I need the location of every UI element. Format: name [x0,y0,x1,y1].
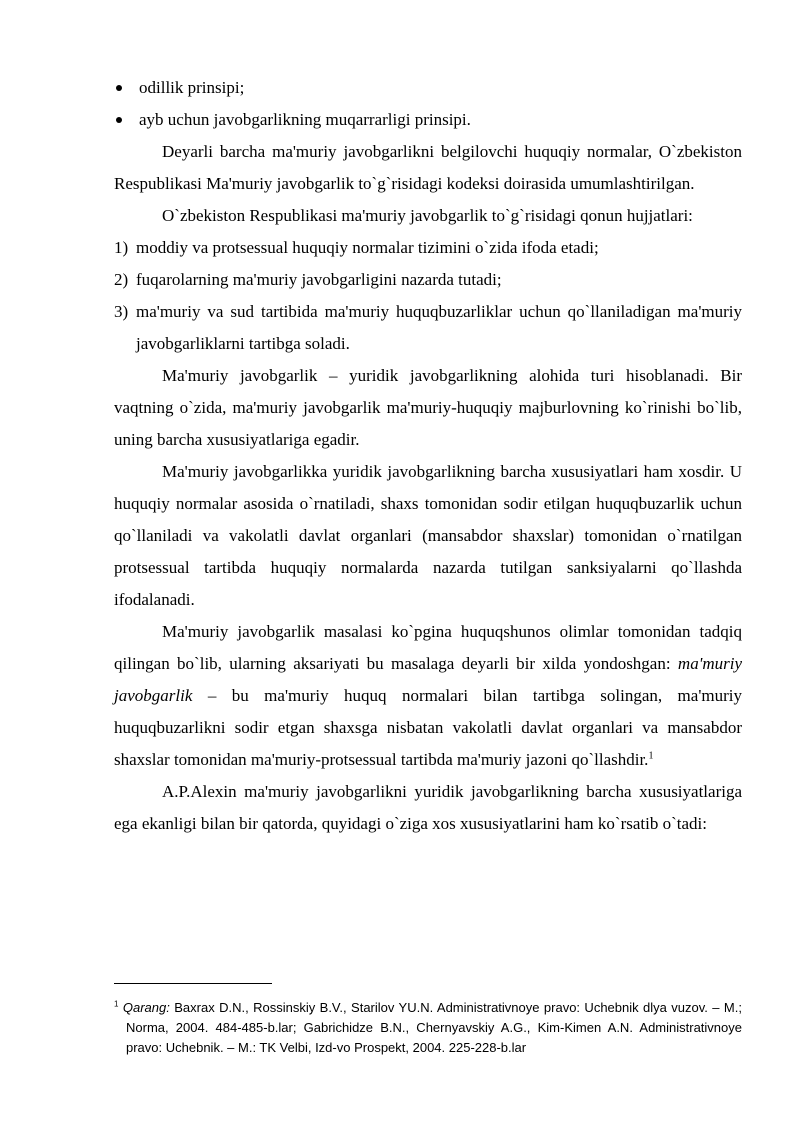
item-text: ma'muriy va sud tartibida ma'muriy huquqbuzarliklar uchun qo`llaniladigan ma'muriy javobgarliklarni tartibga soladi. [136,302,742,353]
emphasized-term: ma'muriy javobgarlik [114,654,742,705]
body-text [114,72,742,840]
item-number: 2) [114,270,129,289]
paragraph: O`zbekiston Respublikasi ma'muriy javobgarlik to`g`risidagi qonun hujjatlari: [162,206,693,225]
bullet-text: odillik prinsipi; [139,78,245,97]
footnote-text: Baxrax D.N., Rossinskiy B.V., Starilov YU.N. Administrativnoye pravo: Uchebnik dlya vuzov. – M.; Norma, 2004. 484-485-b.lar; Gabrichidze B.N., Chernyavskiy A.G., Kim-Kimen A.N. Administrativnoye pravo: Uchebnik. – M.: TK Velbi, Izd-vo Prospekt, 2004. 225-228-b.lar [126,1000,742,1055]
paragraph-text: Ma'muriy javobgarlik masalasi ko`pgina huquqshunos olimlar tomonidan tadqiq qilingan bo`lib, ularning aksariyati bu masalaga deyarli bir xilda yondoshgan: [114,622,742,673]
list-item [114,72,742,104]
paragraph: A.P.Alexin ma'muriy javobgarlikni yuridik javobgarlikning barcha xususiyatlariga ega ekanligi bilan bir qatorda, quyidagi o`ziga xos xususiyatlarini ham ko`rsatib o`tadi: [114,782,742,833]
list-item [114,104,742,136]
paragraph: Deyarli barcha ma'muriy javobgarlikni belgilovchi huquqiy normalar, O`zbekiston Respublikasi Ma'muriy javobgarlik to`g`risidagi kodeksi doirasida umumlashtirilgan. [114,142,742,193]
bullet-text: ayb uchun javobgarlikning muqarrarligi prinsipi. [139,110,471,129]
item-number: 1) [114,238,129,257]
bullet-icon [116,85,122,91]
paragraph-text: – bu ma'muriy huquq normalari bilan tartibga solingan, ma'muriy huquqbuzarlikni sodir etgan shaxsga nisbatan vakolatli davlat organlari va mansabdor shaxslar tomonidan ma'muriy-protsessual tartibda ma'muriy jazoni qo`llashdir. [114,686,742,769]
footnote [114,998,742,1058]
numbered-item [114,296,742,360]
footnote-label: Qarang: [122,1000,170,1015]
item-number: 3) [114,302,129,321]
item-text: moddiy va protsessual huquqiy normalar tizimini o`zida ifoda etadi; [136,238,599,257]
footnote-reference[interactable]: 1 [648,750,654,762]
bullet-icon [116,117,122,123]
paragraph: Ma'muriy javobgarlikka yuridik javobgarlikning barcha xususiyatlari ham xosdir. U huquqiy normalar asosida o`rnatiladi, shaxs tomonidan sodir etilgan huquqbuzarlik uchun qo`llaniladi va vakolatli davlat organlari (mansabdor shaxslar) tomonidan o`rnatilgan protsessual tartibda huquqiy normalarda nazarda tutilgan sanksiyalarni qo`llashda ifodalanadi. [114,462,742,609]
paragraph: Ma'muriy javobgarlik – yuridik javobgarlikning alohida turi hisoblanadi. Bir vaqtning o`zida, ma'muriy javobgarlik ma'muriy-huquqiy majburlovning ko`rinishi bo`lib, uning barcha xususiyatlariga egadir. [114,366,742,449]
numbered-item [114,264,742,296]
numbered-item [114,232,742,264]
paragraph [114,616,742,776]
footnote-marker: 1 [114,999,119,1009]
footnote-separator [114,983,272,984]
item-text: fuqarolarning ma'muriy javobgarligini nazarda tutadi; [136,270,502,289]
